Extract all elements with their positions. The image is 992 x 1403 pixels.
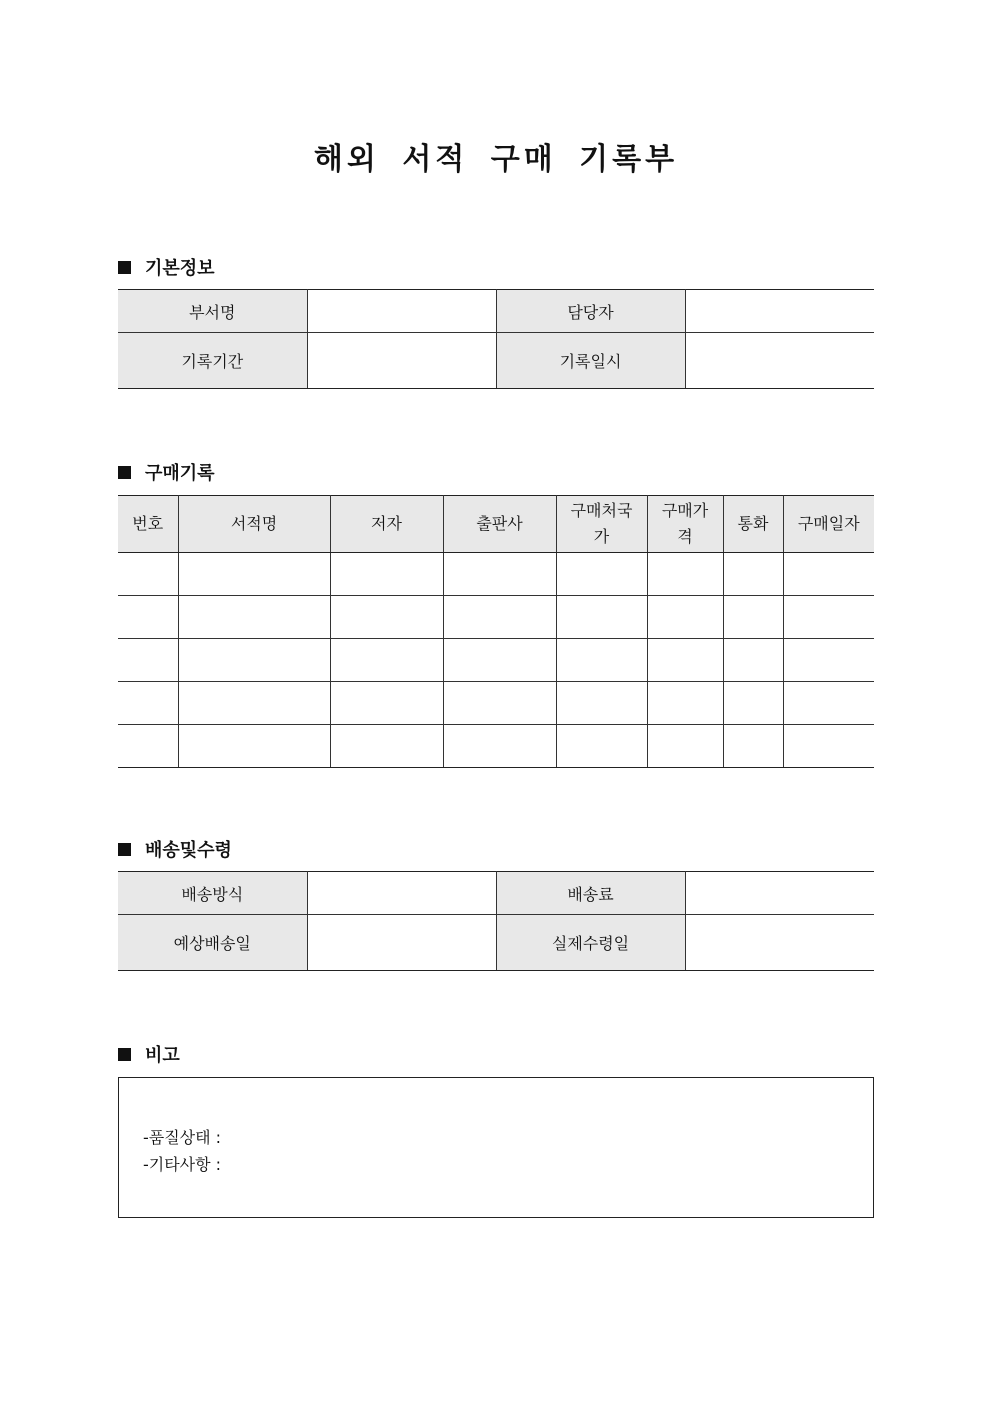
section-heading: 배송및수령 [145, 840, 232, 861]
table-row [118, 553, 874, 596]
dept-field[interactable] [307, 290, 496, 333]
column-header: 구매일자 [783, 496, 874, 553]
table-cell[interactable] [723, 725, 783, 768]
section-heading: 구매기록 [145, 463, 215, 484]
table-row [118, 639, 874, 682]
page-title: 해외 서적 구매 기록부 [313, 142, 679, 177]
delivery-table [118, 871, 874, 971]
remarks-box[interactable] [118, 1077, 874, 1218]
delivery-fee-label: 배송료 [496, 872, 685, 915]
table-cell[interactable] [723, 553, 783, 596]
table-cell[interactable] [178, 553, 330, 596]
expected-date-label: 예상배송일 [118, 915, 307, 971]
section-heading: 기본정보 [145, 258, 215, 279]
table-cell[interactable] [723, 596, 783, 639]
quality-status-line: -품질상태 : [143, 1128, 222, 1147]
manager-field[interactable] [685, 290, 874, 333]
period-label: 기록기간 [118, 333, 307, 389]
table-cell[interactable] [443, 639, 556, 682]
table-cell[interactable] [647, 639, 723, 682]
table-cell[interactable] [178, 596, 330, 639]
column-header: 번호 [118, 496, 178, 553]
table-cell[interactable] [556, 553, 647, 596]
section-delivery [118, 836, 232, 862]
column-header: 서적명 [178, 496, 330, 553]
table-cell[interactable] [330, 553, 443, 596]
column-header: 출판사 [443, 496, 556, 553]
received-date-label: 실제수령일 [496, 915, 685, 971]
table-cell[interactable] [178, 725, 330, 768]
table-cell[interactable] [118, 553, 178, 596]
table-cell[interactable] [330, 725, 443, 768]
table-cell[interactable] [647, 725, 723, 768]
table-cell[interactable] [178, 639, 330, 682]
square-bullet-icon [118, 1048, 131, 1061]
table-row [118, 682, 874, 725]
table-cell[interactable] [783, 682, 874, 725]
section-remarks [118, 1041, 180, 1067]
datetime-label: 기록일시 [496, 333, 685, 389]
square-bullet-icon [118, 843, 131, 856]
purchase-table [118, 495, 874, 768]
table-cell[interactable] [118, 639, 178, 682]
square-bullet-icon [118, 261, 131, 274]
column-header: 저자 [330, 496, 443, 553]
table-cell[interactable] [118, 682, 178, 725]
table-cell[interactable] [647, 682, 723, 725]
delivery-method-label: 배송방식 [118, 872, 307, 915]
received-date-field[interactable] [685, 915, 874, 971]
table-cell[interactable] [783, 553, 874, 596]
table-cell[interactable] [723, 639, 783, 682]
table-cell[interactable] [783, 596, 874, 639]
table-cell[interactable] [118, 596, 178, 639]
manager-label: 담당자 [496, 290, 685, 333]
period-field[interactable] [307, 333, 496, 389]
expected-date-field[interactable] [307, 915, 496, 971]
table-cell[interactable] [330, 682, 443, 725]
datetime-field[interactable] [685, 333, 874, 389]
table-header-row [118, 496, 874, 553]
column-header: 구매처국 가 [556, 496, 647, 553]
table-row [118, 596, 874, 639]
table-cell[interactable] [556, 682, 647, 725]
table-cell[interactable] [118, 725, 178, 768]
section-purchase [118, 459, 215, 485]
table-cell[interactable] [723, 682, 783, 725]
table-cell[interactable] [783, 639, 874, 682]
table-cell[interactable] [443, 596, 556, 639]
other-notes-line: -기타사항 : [143, 1155, 222, 1174]
section-heading: 비고 [145, 1045, 180, 1066]
table-row [118, 725, 874, 768]
column-header: 통화 [723, 496, 783, 553]
table-cell[interactable] [443, 725, 556, 768]
table-cell[interactable] [443, 682, 556, 725]
dept-label: 부서명 [118, 290, 307, 333]
table-cell[interactable] [330, 596, 443, 639]
delivery-fee-field[interactable] [685, 872, 874, 915]
delivery-method-field[interactable] [307, 872, 496, 915]
square-bullet-icon [118, 466, 131, 479]
table-cell[interactable] [330, 639, 443, 682]
basic-info-table [118, 289, 874, 389]
table-cell[interactable] [443, 553, 556, 596]
section-basic-info [118, 254, 215, 280]
table-cell[interactable] [556, 639, 647, 682]
table-cell[interactable] [556, 725, 647, 768]
table-cell[interactable] [556, 596, 647, 639]
table-cell[interactable] [647, 553, 723, 596]
table-cell[interactable] [647, 596, 723, 639]
table-cell[interactable] [178, 682, 330, 725]
column-header: 구매가 격 [647, 496, 723, 553]
table-cell[interactable] [783, 725, 874, 768]
